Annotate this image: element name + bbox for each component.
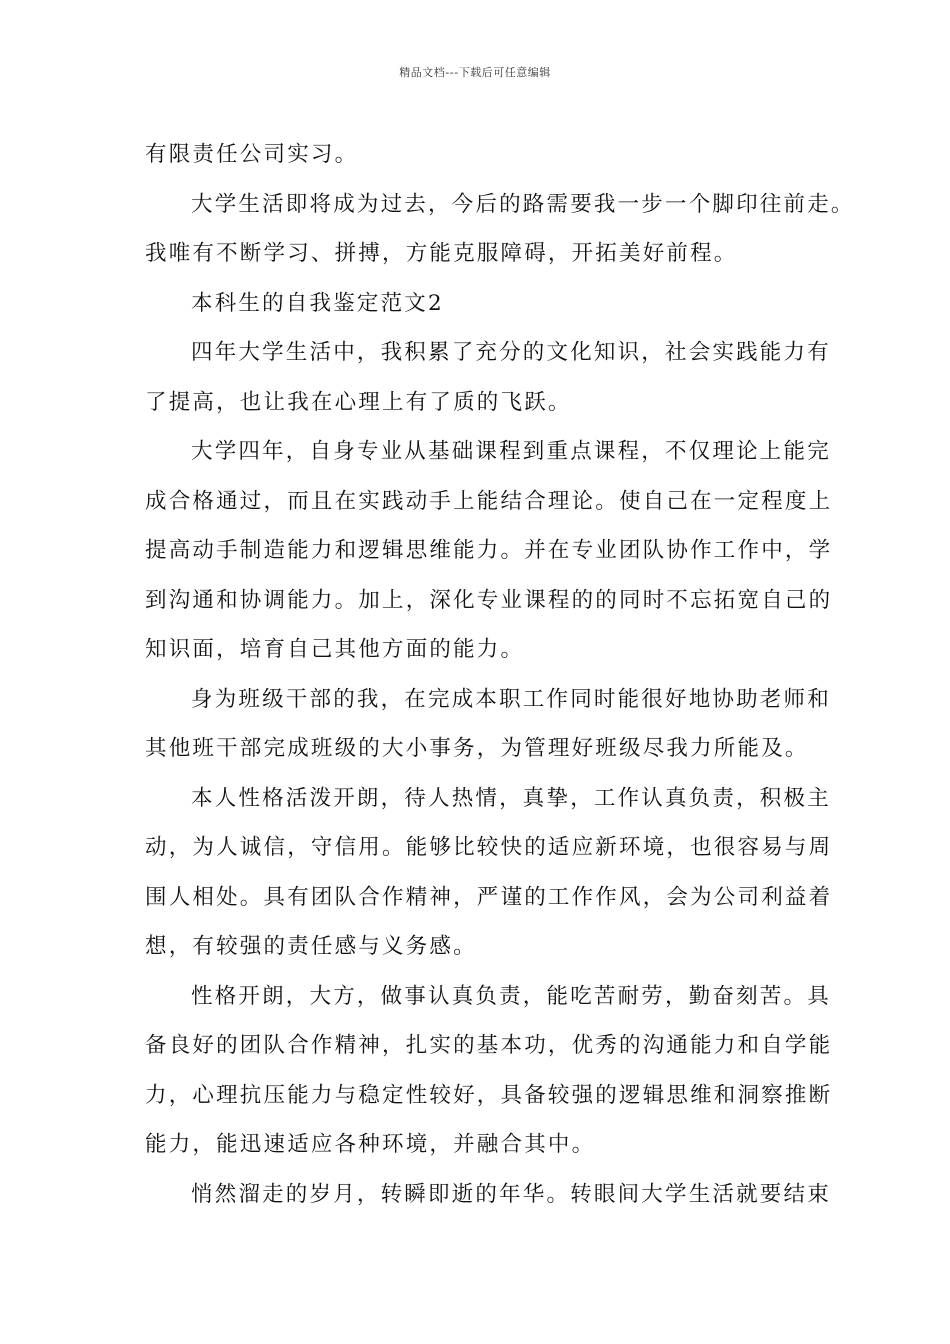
text-line: 提高动手制造能力和逻辑思维能力。并在专业团队协作工作中，学 (145, 538, 833, 563)
text-line: 到沟通和协调能力。加上，深化专业课程的的同时不忘拓宽自己的 (145, 587, 833, 613)
text-line: 成合格通过，而且在实践动手上能结合理论。使自己在一定程度上 (145, 488, 833, 514)
text-line: 本科生的自我鉴定范文2 (191, 290, 444, 316)
text-line: 动，为人诚信，守信用。能够比较快的适应新环境，也很容易与周 (145, 835, 833, 860)
text-line: 备良好的团队合作精神，扎实的基本功，优秀的沟通能力和自学能 (145, 1033, 833, 1058)
page-header: 精品文档---下载后可任意编辑 (399, 66, 551, 79)
text-line: 大学四年，自身专业从基础课程到重点课程，不仅理论上能完 (191, 439, 831, 464)
text-line: 有限责任公司实习。 (145, 142, 359, 167)
document-body (145, 130, 855, 1219)
text-line: 我唯有不断学习、拼搏，方能克服障碍，开拓美好前程。 (145, 241, 738, 266)
text-line: 身为班级干部的我，在完成本职工作同时能很好地协助老师和 (191, 686, 831, 712)
text-line: 围人相处。具有团队合作精神，严谨的工作作风，会为公司利益着 (145, 884, 833, 910)
text-line: 大学生活即将成为过去，今后的路需要我一步一个脚印往前走。 (191, 191, 855, 217)
text-line: 其他班干部完成班级的大小事务，为管理好班级尽我力所能及。 (145, 736, 809, 761)
text-line: 悄然溜走的岁月，转瞬即逝的年华。转眼间大学生活就要结束 (191, 1181, 831, 1207)
text-line: 性格开朗，大方，做事认真负责，能吃苦耐劳，勤奋刻苦。具 (191, 983, 831, 1009)
text-line: 本人性格活泼开朗，待人热情，真挚，工作认真负责，积极主 (191, 785, 831, 811)
text-line: 知识面，培育自己其他方面的能力。 (145, 637, 525, 662)
text-line: 了提高，也让我在心理上有了质的飞跃。 (145, 389, 572, 415)
text-line: 力，心理抗压能力与稳定性较好，具备较强的逻辑思维和洞察推断 (145, 1082, 833, 1108)
text-line: 能力，能迅速适应各种环境，并融合其中。 (145, 1132, 596, 1157)
text-line: 想，有较强的责任感与义务感。 (145, 934, 477, 959)
text-line: 四年大学生活中，我积累了充分的文化知识，社会实践能力有 (191, 340, 831, 365)
